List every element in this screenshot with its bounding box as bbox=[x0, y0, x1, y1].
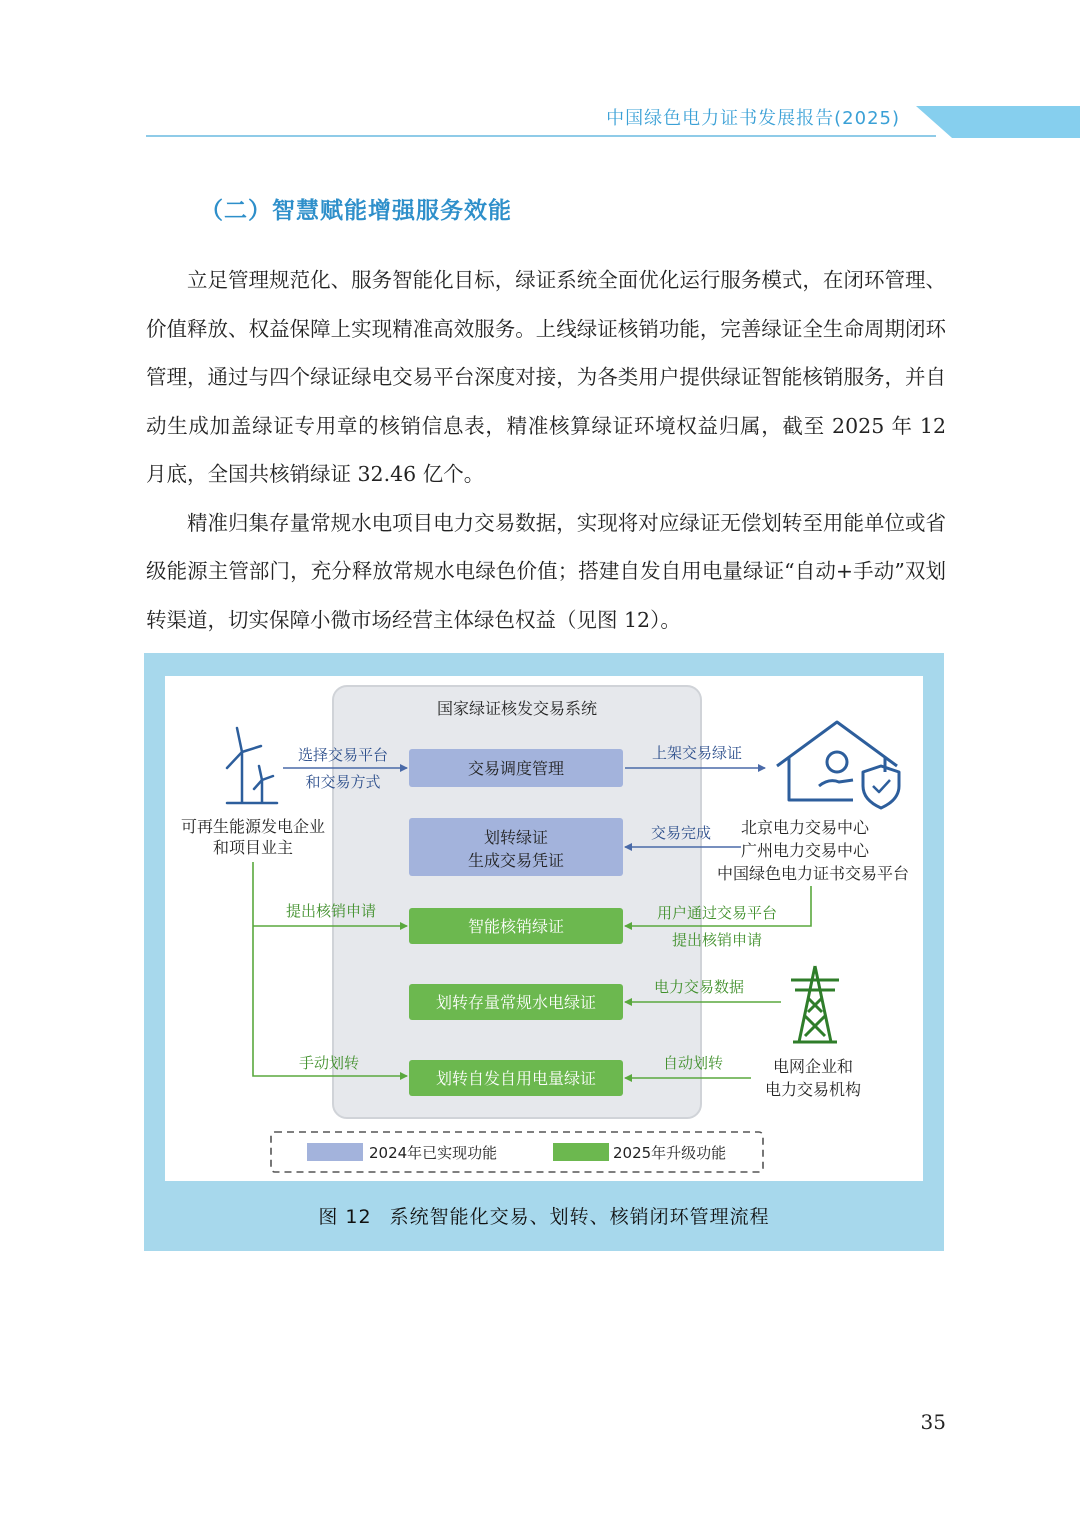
label-user-via-line2: 提出核销申请 bbox=[671, 931, 763, 949]
svg-text:划转绿证: 划转绿证 bbox=[483, 828, 549, 847]
svg-text:生成交易凭证: 生成交易凭证 bbox=[467, 851, 565, 870]
exchange-line1: 北京电力交易中心 bbox=[740, 818, 870, 837]
system-title: 国家绿证核发交易系统 bbox=[436, 699, 598, 718]
grid-line1: 电网企业和 bbox=[772, 1057, 854, 1076]
legend-swatch-2025 bbox=[553, 1143, 609, 1161]
svg-text:划转自发自用电量绿证: 划转自发自用电量绿证 bbox=[435, 1069, 597, 1088]
flow-diagram bbox=[165, 676, 923, 1181]
figure-caption bbox=[144, 1202, 944, 1229]
box-selfuse-transfer bbox=[409, 1060, 623, 1096]
label-trade-done: 交易完成 bbox=[650, 824, 712, 842]
svg-text:划转存量常规水电绿证: 划转存量常规水电绿证 bbox=[435, 993, 597, 1012]
box-transfer-voucher bbox=[409, 818, 623, 876]
svg-text:智能核销绿证: 智能核销绿证 bbox=[467, 917, 565, 936]
header-rule bbox=[146, 135, 936, 137]
label-user-via-line1: 用户通过交易平台 bbox=[656, 904, 778, 922]
label-manual-transfer: 手动划转 bbox=[298, 1054, 360, 1072]
section-heading: （二）智慧赋能增强服务效能 bbox=[200, 198, 512, 224]
running-header-title: 中国绿色电力证书发展报告(2025) bbox=[606, 108, 900, 129]
caption-text: 系统智能化交易、划转、核销闭环管理流程 bbox=[389, 1206, 770, 1228]
box-smart-verify bbox=[409, 908, 623, 944]
body-text bbox=[146, 256, 946, 644]
left-entity-line1: 可再生能源发电企业 bbox=[180, 817, 326, 836]
caption-number: 图 12 bbox=[318, 1206, 372, 1228]
label-select-line2: 和交易方式 bbox=[305, 773, 381, 791]
grid-line2: 电力交易机构 bbox=[764, 1080, 862, 1099]
legend-swatch-2024 bbox=[307, 1143, 363, 1161]
paragraph-1: 立足管理规范化、服务智能化目标，绿证系统全面优化运行服务模式，在闭环管理、价值释放、权益保障上实现精准高效服务。上线绿证核销功能，完善绿证全生命周期闭环管理，通过与四个绿证绿电交易平台深度对接，为各类用户提供绿证智能核销服务，并自动生成加盖绿证专用章的核销信息表，精准核算绿证环境权益归属，截至 2025 年 12 月底，全国共核销绿证 32.46 亿个。 bbox=[146, 268, 946, 486]
figure-panel bbox=[144, 653, 944, 1251]
wind-turbine-icon bbox=[227, 728, 277, 803]
label-list-cert: 上架交易绿证 bbox=[651, 744, 743, 762]
svg-text:交易调度管理: 交易调度管理 bbox=[467, 759, 565, 778]
legend-label-2025: 2025年升级功能 bbox=[613, 1144, 727, 1162]
label-auto-transfer: 自动划转 bbox=[662, 1054, 724, 1072]
label-submit-verify: 提出核销申请 bbox=[285, 902, 377, 920]
figure-diagram-area bbox=[165, 676, 923, 1181]
label-select-line1: 选择交易平台 bbox=[297, 746, 389, 764]
box-dispatch bbox=[409, 749, 623, 787]
house-shield-icon bbox=[777, 722, 899, 808]
paragraph-2: 精准归集存量常规水电项目电力交易数据，实现将对应绿证无偿划转至用能单位或省级能源主管部门，充分释放常规水电绿色价值；搭建自发自用电量绿证“自动+手动”双划转渠道，切实保障小微市场经营主体绿色权益（见图 12）。 bbox=[146, 510, 946, 632]
left-entity-line2: 和项目业主 bbox=[212, 838, 294, 857]
power-tower-icon bbox=[791, 966, 839, 1042]
page-number: 35 bbox=[920, 1410, 946, 1434]
label-power-data: 电力交易数据 bbox=[653, 978, 745, 996]
exchange-line3: 中国绿色电力证书交易平台 bbox=[716, 864, 910, 883]
exchange-line2: 广州电力交易中心 bbox=[740, 841, 870, 860]
header-tab-decoration bbox=[916, 106, 1080, 138]
box-hydro-transfer bbox=[409, 984, 623, 1020]
legend-label-2024: 2024年已实现功能 bbox=[369, 1144, 498, 1162]
